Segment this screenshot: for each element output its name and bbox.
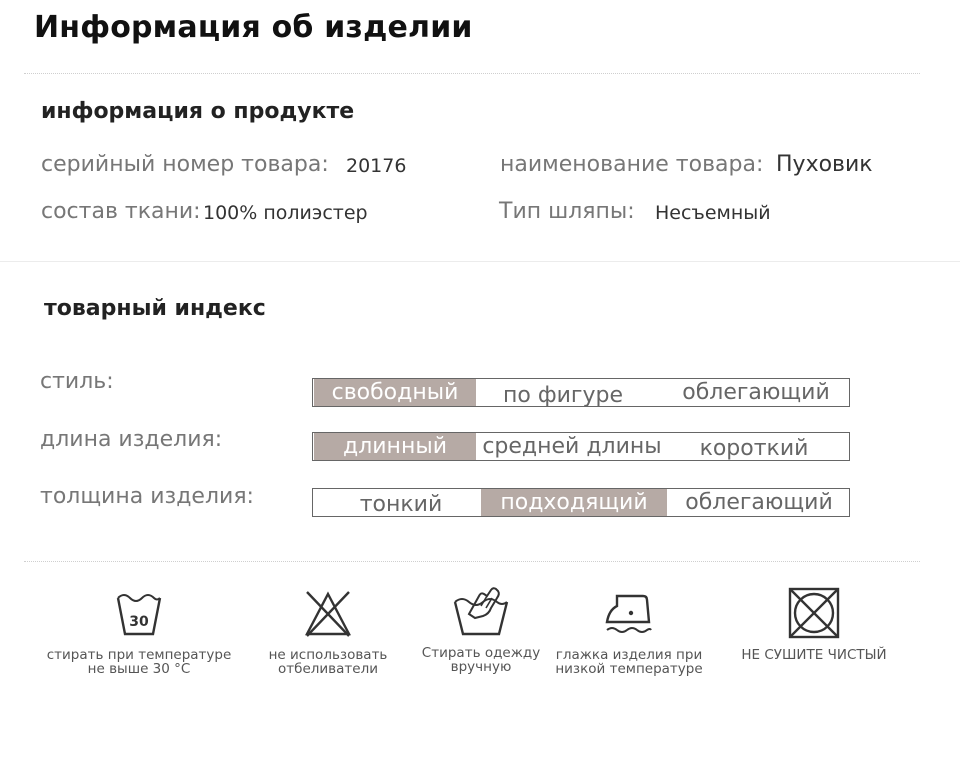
care-text-line: НЕ СУШИТЕ ЧИСТЫЙ bbox=[741, 647, 887, 663]
length-option-medium: средней длины bbox=[482, 434, 662, 459]
length-option-short: короткий bbox=[699, 436, 809, 461]
no-dry-clean-icon bbox=[787, 586, 841, 640]
care-item-wash-30 bbox=[44, 588, 234, 676]
section-divider bbox=[0, 261, 960, 262]
care-text-line: вручную bbox=[450, 659, 512, 675]
product-index-title: товарный индекс bbox=[44, 296, 266, 321]
care-text-line: не выше 30 °C bbox=[87, 661, 191, 677]
style-option-tight: облегающий bbox=[682, 380, 830, 405]
style-scale bbox=[312, 378, 850, 407]
thickness-label: толщина изделия: bbox=[40, 484, 254, 509]
length-label: длина изделия: bbox=[40, 427, 223, 452]
care-text bbox=[719, 648, 909, 662]
care-item-iron-low bbox=[534, 588, 724, 676]
divider bbox=[24, 73, 920, 74]
length-option-long: длинный bbox=[314, 433, 476, 460]
care-item-no-dry-clean bbox=[719, 586, 909, 662]
wash-temperature: 30 bbox=[129, 614, 149, 630]
care-text bbox=[534, 648, 724, 676]
hat-label: Тип шляпы: bbox=[499, 199, 635, 224]
style-label: стиль: bbox=[40, 369, 114, 394]
hat-value: Несъемный bbox=[655, 202, 771, 224]
care-text-line: низкой температуре bbox=[555, 661, 703, 677]
fabric-value: 100% полиэстер bbox=[203, 202, 368, 224]
care-text-line: не использовать bbox=[268, 647, 388, 663]
thickness-option-medium: подходящий bbox=[481, 489, 667, 516]
serial-label: серийный номер товара: bbox=[41, 152, 329, 177]
serial-value: 20176 bbox=[346, 155, 407, 177]
hand-wash-icon bbox=[451, 584, 511, 638]
divider bbox=[24, 561, 920, 562]
care-text-line: Стирать одежду bbox=[421, 645, 541, 661]
care-text-line: отбеливатели bbox=[278, 661, 378, 677]
product-info-title: информация о продукте bbox=[41, 99, 355, 124]
iron-low-icon bbox=[603, 588, 655, 638]
thickness-option-thick: облегающий bbox=[685, 490, 833, 515]
style-option-loose: свободный bbox=[314, 379, 476, 406]
no-bleach-icon bbox=[303, 588, 353, 638]
care-text-line: стирать при температуре bbox=[46, 647, 232, 663]
fabric-label: состав ткани: bbox=[41, 199, 201, 224]
length-scale bbox=[312, 432, 850, 461]
name-label: наименование товара: bbox=[500, 152, 764, 177]
thickness-option-thin: тонкий bbox=[359, 492, 443, 517]
thickness-scale bbox=[312, 488, 850, 517]
style-option-fitted: по фигуре bbox=[502, 383, 624, 408]
wash-30-icon bbox=[114, 588, 164, 638]
care-text-line: глажка изделия при bbox=[555, 647, 703, 663]
page-title: Информация об изделии bbox=[34, 10, 473, 45]
name-value: Пуховик bbox=[776, 152, 873, 177]
care-text bbox=[44, 648, 234, 676]
